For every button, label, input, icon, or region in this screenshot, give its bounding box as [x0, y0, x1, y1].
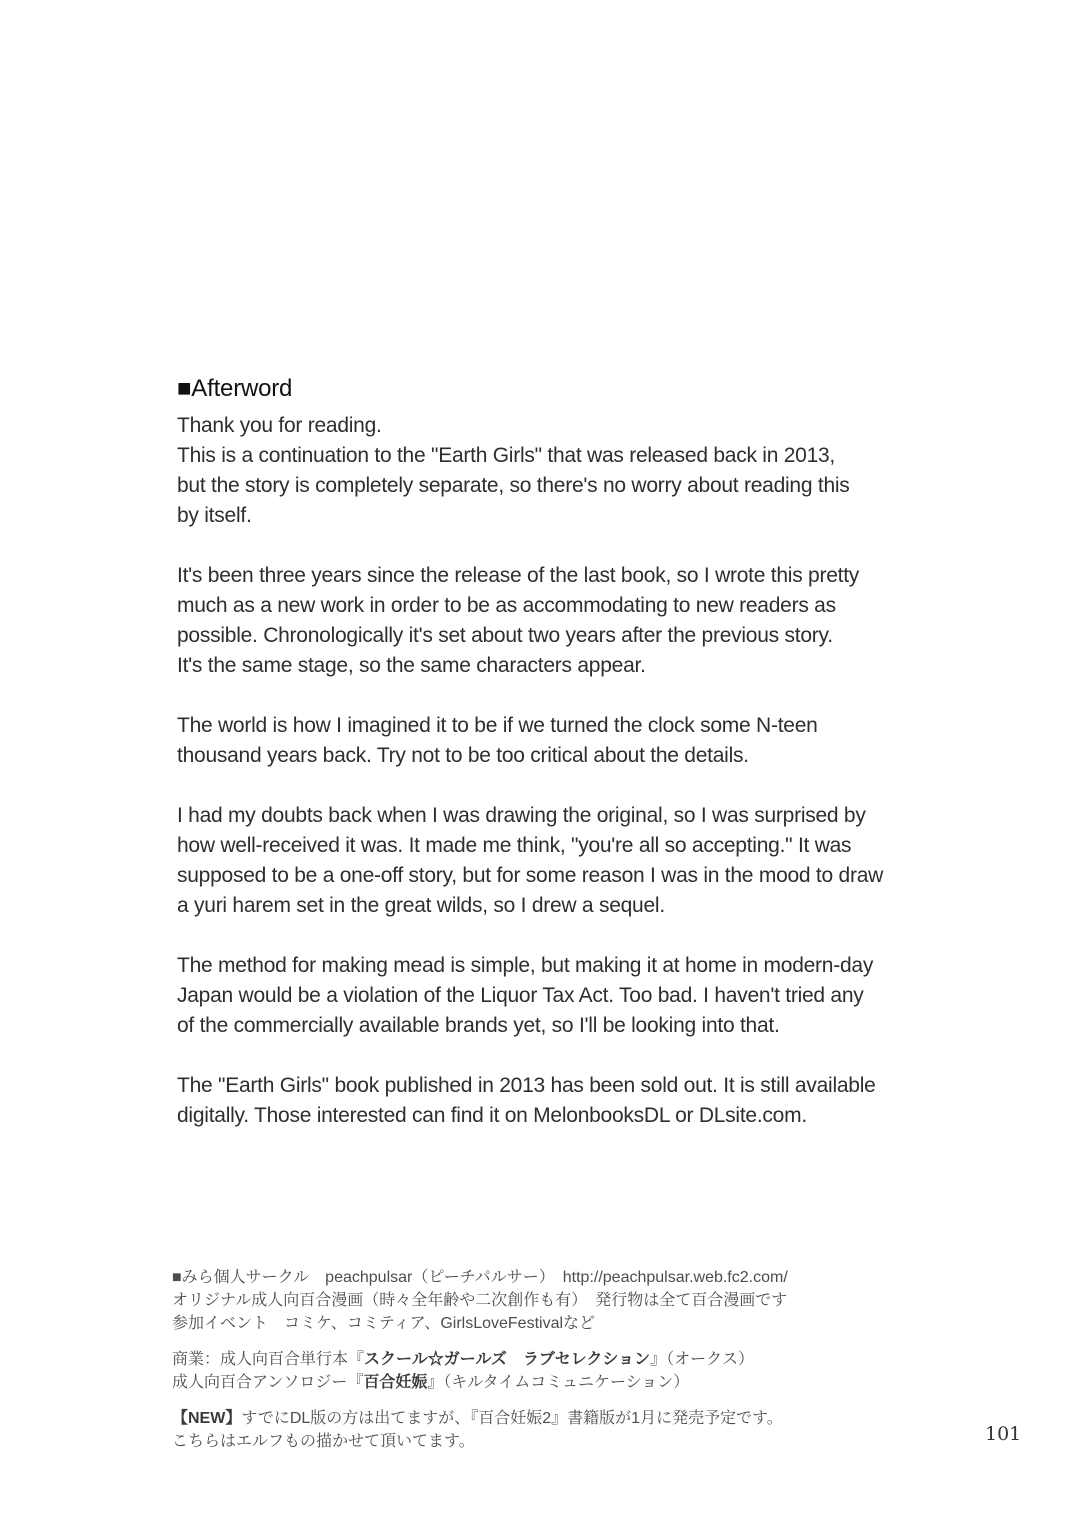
- afterword-content: [177, 373, 1017, 1161]
- commercial-works-block: [172, 1348, 932, 1394]
- afterword-heading: ■Afterword: [177, 375, 293, 402]
- text-line: a yuri harem set in the great wilds, so I drew a sequel.: [177, 894, 665, 917]
- text-line: I had my doubts back when I was drawing the original, so I was surprised by: [177, 804, 866, 827]
- text-segment: 商業：成人向百合単行本『: [172, 1351, 365, 1368]
- new-label: 【NEW】: [172, 1410, 242, 1427]
- author-notes-japanese: [172, 1266, 932, 1466]
- text-line: 参加イベント コミケ、コミティア、GirlsLoveFestivalなど: [172, 1315, 596, 1332]
- text-line: The method for making mead is simple, but making it at home in modern-day: [177, 954, 874, 977]
- news-block: [172, 1407, 932, 1453]
- text-line: こちらはエルフもの描かせて頂いてます。: [172, 1433, 475, 1450]
- text-line: The world is how I imagined it to be if we turned the clock some N-teen: [177, 714, 818, 737]
- text-line: オリジナル成人向百合漫画（時々全年齢や二次創作も有） 発行物は全て百合漫画です: [172, 1292, 788, 1309]
- text-line: digitally. Those interested can find it on MelonbooksDL or DLsite.com.: [177, 1104, 807, 1127]
- text-line: This is a continuation to the "Earth Girls" that was released back in 2013,: [177, 444, 836, 467]
- text-line: supposed to be a one-off story, but for some reason I was in the mood to draw: [177, 864, 884, 887]
- text-line: [172, 1371, 932, 1394]
- text-segment: 』（キルタイムコミュニケーション）: [427, 1374, 690, 1391]
- text-line: The "Earth Girls" book published in 2013 has been sold out. It is still available: [177, 1074, 876, 1097]
- afterword-paragraph: [177, 411, 1017, 531]
- text-line: thousand years back. Try not to be too critical about the details.: [177, 744, 749, 767]
- text-line: Thank you for reading.: [177, 414, 382, 437]
- page-number: 101: [985, 1423, 1022, 1445]
- text-segment: 』（オークス）: [650, 1351, 754, 1368]
- text-line: but the story is completely separate, so there's no worry about reading this: [177, 474, 850, 497]
- book-title: 百合妊娠: [363, 1374, 428, 1391]
- text-segment: 成人向百合アンソロジー『: [172, 1374, 364, 1391]
- text-line: much as a new work in order to be as accommodating to new readers as: [177, 594, 836, 617]
- afterword-paragraph: [177, 1071, 1017, 1131]
- text-line: It's been three years since the release of the last book, so I wrote this pretty: [177, 564, 860, 587]
- text-line: Japan would be a violation of the Liquor Tax Act. Too bad. I haven't tried any: [177, 984, 864, 1007]
- text-segment: すでにDL版の方は出てますが、『百合妊娠2』書籍版が1月に発売予定です。: [241, 1410, 783, 1427]
- book-title: スクール☆ガールズ ラブセレクション: [364, 1351, 651, 1368]
- text-line: by itself.: [177, 504, 252, 527]
- text-line: of the commercially available brands yet, so I'll be looking into that.: [177, 1014, 780, 1037]
- text-line: possible. Chronologically it's set about two years after the previous story.: [177, 624, 833, 647]
- text-line: [172, 1348, 932, 1371]
- afterword-paragraph: [177, 711, 1017, 771]
- circle-info-block: [172, 1266, 932, 1335]
- afterword-paragraph: [177, 561, 1017, 681]
- afterword-paragraph: [177, 801, 1017, 921]
- text-line: [172, 1407, 932, 1430]
- afterword-paragraph: [177, 951, 1017, 1041]
- text-line: It's the same stage, so the same characters appear.: [177, 654, 646, 677]
- text-line: ■みら個人サークル peachpulsar（ピーチパルサー） http://peachpulsar.web.fc2.com/: [172, 1269, 788, 1286]
- text-line: how well-received it was. It made me think, "you're all so accepting." It was: [177, 834, 852, 857]
